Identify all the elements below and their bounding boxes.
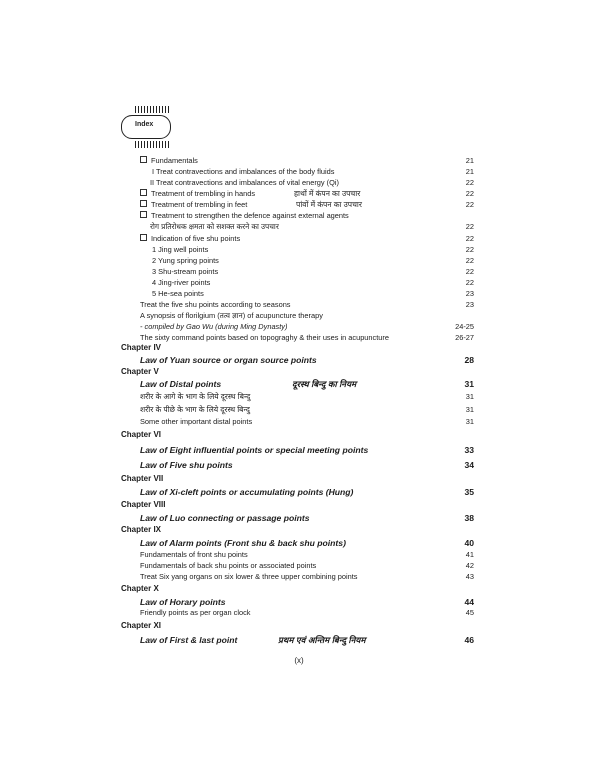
index-entry: शरीर के पीछे के भाग के लिये दूरस्थ बिन्दु 31 bbox=[140, 405, 474, 414]
chapter-heading: Chapter VIII bbox=[121, 500, 166, 509]
law-entry: Law of Alarm points (Front shu & back shu points) 40 bbox=[140, 538, 474, 548]
checkbox-bullet-icon bbox=[140, 200, 147, 207]
page-number: (x) bbox=[294, 656, 304, 665]
law-entry: Law of Luo connecting or passage points 38 bbox=[140, 513, 474, 523]
index-entry: - compiled by Gao Wu (during Ming Dynasty) 24-25 bbox=[140, 322, 474, 331]
index-label: Index bbox=[135, 121, 154, 128]
chapter-heading: Chapter VI bbox=[121, 430, 162, 439]
law-entry: Law of Eight influential points or special meeting points 33 bbox=[140, 445, 474, 455]
chapter-heading: Chapter IX bbox=[121, 525, 162, 534]
badge-stripes-top bbox=[135, 106, 171, 113]
index-entry: Treatment of trembling in hands हाथों में कंपन का उपचार 22 bbox=[0, 188, 598, 199]
chapter-heading: Chapter IV bbox=[121, 343, 162, 352]
checkbox-bullet-icon bbox=[140, 156, 147, 163]
law-entry: Law of Five shu points 34 bbox=[140, 460, 474, 470]
index-entry: 3 Shu-stream points 22 bbox=[152, 267, 474, 276]
law-entry: Law of First & last point प्रथम एवं अन्तिम बिन्दु नियम 46 bbox=[140, 635, 474, 645]
index-entry: 4 Jing-river points 22 bbox=[152, 278, 474, 287]
index-entry: Fundamentals of back shu points or associated points 42 bbox=[140, 561, 474, 570]
index-entry: 2 Yung spring points 22 bbox=[152, 256, 474, 265]
index-entry: Fundamentals of front shu points 41 bbox=[140, 550, 474, 559]
index-entry: Indication of five shu points 22 bbox=[0, 233, 598, 244]
checkbox-bullet-icon bbox=[140, 189, 147, 196]
checkbox-bullet-icon bbox=[140, 211, 147, 218]
badge-stripes-bottom bbox=[135, 141, 171, 148]
index-entry: I Treat contravections and imbalances of the body fluids 21 bbox=[152, 167, 474, 176]
checkbox-bullet-icon bbox=[140, 234, 147, 241]
chapter-heading: Chapter V bbox=[121, 367, 159, 376]
index-entry: शरीर के आगे के भाग के लिये दूरस्थ बिन्दु 31 bbox=[140, 392, 474, 401]
index-entry: Treatment of trembling in feet पांवों में कंपन का उपचार 22 bbox=[0, 199, 598, 210]
chapter-heading: Chapter XI bbox=[121, 621, 162, 630]
index-entry: 1 Jing well points 22 bbox=[152, 245, 474, 254]
index-entry: A synopsis of florilgium (तत्व ज्ञान) of acupuncture therapy bbox=[140, 311, 323, 320]
law-entry: Law of Horary points 44 bbox=[140, 597, 474, 607]
law-entry: Law of Yuan source or organ source points 28 bbox=[140, 355, 474, 365]
chapter-heading: Chapter VII bbox=[121, 474, 164, 483]
law-entry: Law of Distal points दूरस्थ बिन्दु का नियम 31 bbox=[140, 379, 474, 389]
index-entry: Treat Six yang organs on six lower & three upper combining points 43 bbox=[140, 572, 474, 581]
index-entry: 5 He-sea points 23 bbox=[152, 289, 474, 298]
index-entry: The sixty command points based on topograghy & their uses in acupuncture 26-27 bbox=[140, 333, 474, 342]
index-entry: रोग प्रतिरोधक क्षमता को सशक्त करने का उपचार 22 bbox=[150, 222, 474, 231]
law-entry: Law of Xi-cleft points or accumulating points (Hung) 35 bbox=[140, 487, 474, 497]
chapter-heading: Chapter X bbox=[121, 584, 159, 593]
index-entry: Treatment to strengthen the defence against external agents bbox=[0, 210, 598, 221]
index-entry: Treat the five shu points according to seasons 23 bbox=[140, 300, 474, 309]
index-entry: Friendly points as per organ clock 45 bbox=[140, 608, 474, 617]
index-entry: Fundamentals 21 bbox=[0, 155, 598, 166]
index-header-badge bbox=[121, 106, 171, 148]
badge-pill bbox=[121, 115, 171, 139]
index-entry: II Treat contravections and imbalances of vital energy (Qi) 22 bbox=[150, 178, 474, 187]
index-entry: Some other important distal points 31 bbox=[140, 417, 474, 426]
